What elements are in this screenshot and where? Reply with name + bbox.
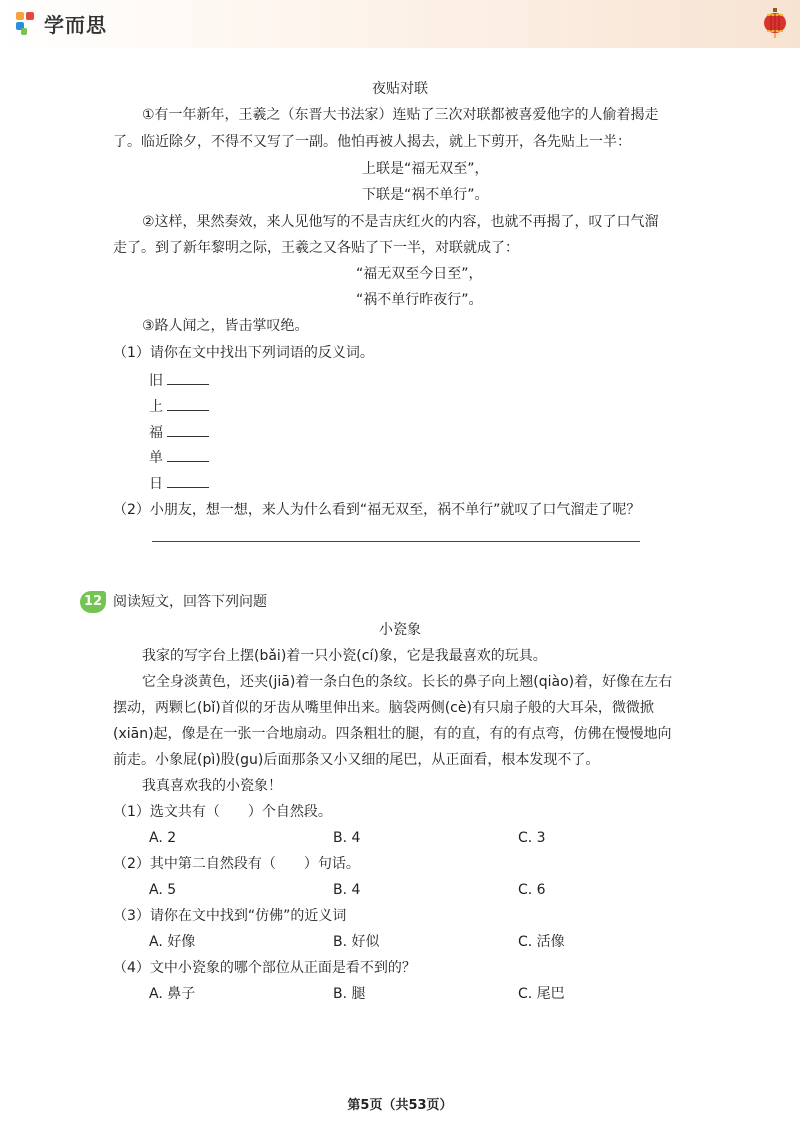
antonym-item — [149, 370, 209, 391]
passage1-title: 夜贴对联 — [372, 81, 428, 97]
brand-logo-icon — [14, 10, 38, 36]
antonym-item — [149, 447, 209, 468]
option-c[interactable]: C. 3 — [518, 830, 546, 846]
option-c[interactable]: C. 活像 — [518, 934, 565, 950]
passage2-title: 小瓷象 — [379, 622, 421, 638]
subquestion-1: （1）选文共有（ ）个自然段。 — [113, 804, 332, 820]
question-number-badge: 12 — [80, 591, 106, 613]
antonym-blank[interactable] — [167, 370, 209, 385]
antonym-blank[interactable] — [167, 473, 209, 488]
passage1-question2: （2）小朋友，想一想，来人为什么看到“福无双至，祸不单行”就叹了口气溜走了呢？ — [113, 502, 641, 518]
antonym-word: 福 — [149, 425, 163, 441]
answer-line[interactable] — [152, 541, 640, 542]
antonym-blank[interactable] — [167, 396, 209, 411]
brand-logo-text: 学而思 — [44, 12, 107, 37]
passage2-para2-line4: 前走。小象屁(pì)股(gu)后面那条又小又细的尾巴，从正面看，根本发现不了。 — [113, 752, 600, 768]
option-b[interactable]: B. 4 — [333, 830, 361, 846]
page-number: 第5页（共53页） — [347, 1098, 453, 1113]
passage1-para2-line2: 走了。到了新年黎明之际，王羲之又各贴了下一半，对联就成了： — [113, 240, 519, 256]
option-c[interactable]: C. 尾巴 — [518, 986, 565, 1002]
antonym-item — [149, 422, 209, 443]
option-a[interactable]: A. 5 — [149, 882, 177, 898]
antonym-word: 日 — [149, 476, 163, 492]
passage1-para1-line1: ①有一年新年，王羲之（东晋大书法家）连贴了三次对联都被喜爱他字的人偷着揭走 — [142, 107, 659, 123]
option-b[interactable]: B. 好似 — [333, 934, 380, 950]
antonym-word: 单 — [149, 450, 163, 466]
antonym-item — [149, 473, 209, 494]
couplet1-upper: 上联是“福无双至”， — [362, 161, 489, 177]
antonym-item — [149, 396, 209, 417]
passage2-para2-line1: 它全身淡黄色，还夹(jiā)着一条白色的条纹。长长的鼻子向上翘(qiào)着，好像在左右 — [142, 674, 673, 690]
option-c[interactable]: C. 6 — [518, 882, 546, 898]
passage1-para1-line2: 了。临近除夕，不得不又写了一副。他怕再被人揭去，就上下剪开，各先贴上一半： — [113, 134, 631, 150]
antonym-word: 上 — [149, 399, 163, 415]
question12-instruction: 阅读短文，回答下列问题 — [113, 594, 267, 610]
passage2-para2-line2: 摆动，两颗匕(bǐ)首似的牙齿从嘴里伸出来。脑袋两侧(cè)有只扇子般的大耳朵，微微掀 — [113, 700, 654, 716]
option-a[interactable]: A. 鼻子 — [149, 986, 196, 1002]
subquestion-2: （2）其中第二自然段有（ ）句话。 — [113, 856, 360, 872]
option-b[interactable]: B. 腿 — [333, 986, 366, 1002]
passage1-para2-line1: ②这样，果然奏效，来人见他写的不是吉庆红火的内容，也就不再揭了，叹了口气溜 — [142, 214, 659, 230]
lantern-icon — [762, 8, 788, 38]
passage2-para1: 我家的写字台上摆(bǎi)着一只小瓷(cí)象，它是我最喜欢的玩具。 — [142, 648, 547, 664]
option-b[interactable]: B. 4 — [333, 882, 361, 898]
option-a[interactable]: A. 好像 — [149, 934, 196, 950]
passage2-para2-line3: (xiān)起，像是在一张一合地扇动。四条粗壮的腿，有的直，有的有点弯，仿佛在慢慢地向 — [113, 726, 672, 742]
brand-logo[interactable] — [14, 8, 107, 38]
antonym-blank[interactable] — [167, 422, 209, 437]
option-a[interactable]: A. 2 — [149, 830, 177, 846]
passage1-question1: （1）请你在文中找出下列词语的反义词。 — [113, 345, 374, 361]
antonym-blank[interactable] — [167, 447, 209, 462]
couplet2-upper: “福无双至今日至”， — [356, 266, 483, 282]
passage1-para3: ③路人闻之，皆击掌叹绝。 — [142, 318, 309, 334]
antonym-word: 旧 — [149, 373, 163, 389]
couplet2-lower: “祸不单行昨夜行”。 — [356, 292, 483, 308]
couplet1-lower: 下联是“祸不单行”。 — [362, 187, 489, 203]
header-band — [0, 0, 800, 48]
subquestion-3: （3）请你在文中找到“仿佛”的近义词 — [113, 908, 347, 924]
subquestion-4: （4）文中小瓷象的哪个部位从正面是看不到的？ — [113, 960, 416, 976]
passage2-para3: 我真喜欢我的小瓷象！ — [142, 778, 282, 794]
